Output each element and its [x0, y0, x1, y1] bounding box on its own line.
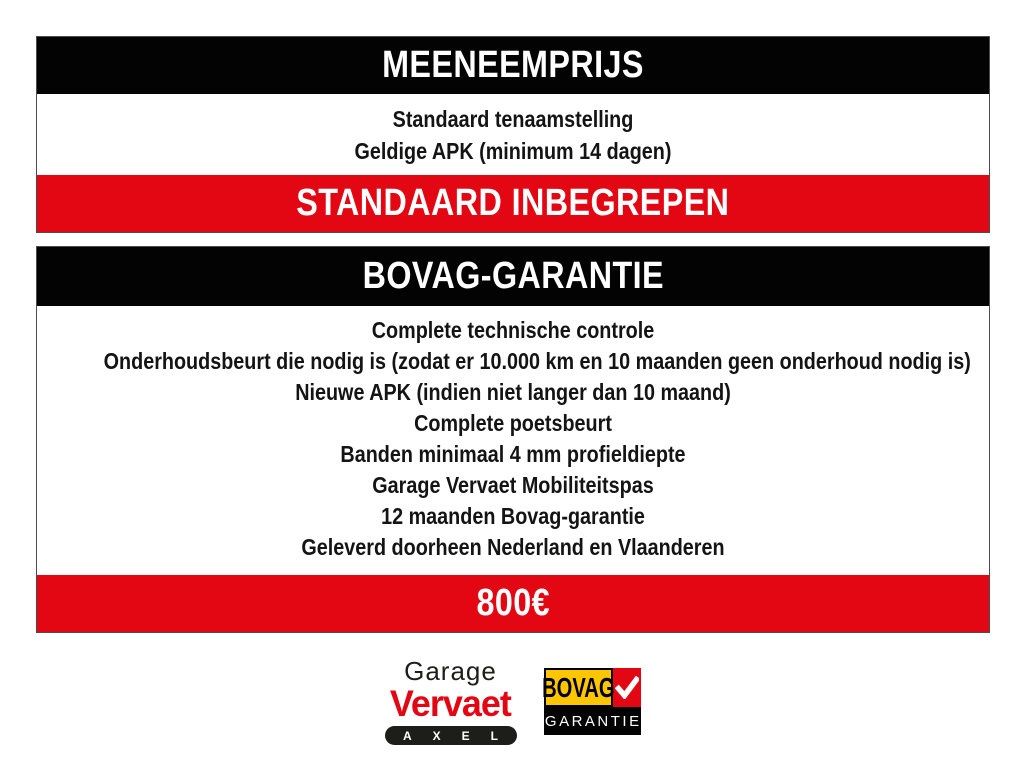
included-item-apk: Geldige APK (minimum 14 dagen)	[354, 138, 672, 164]
bovag-logo-red-block	[613, 668, 641, 707]
warranty-item-mobiliteitspas: Garage Vervaet Mobiliteitspas	[372, 472, 654, 498]
warranty-item-technische-controle: Complete technische controle	[371, 317, 655, 343]
bovag-logo-bottom	[544, 707, 641, 735]
checkmark-icon	[615, 676, 639, 699]
warranty-item-onderhoudsbeurt: Onderhoudsbeurt die nodig is (zodat er 10.000 km en 10 maanden geen onderhoud nodig is)	[103, 348, 971, 374]
meeneemprijs-header-bar	[37, 37, 989, 94]
meeneemprijs-title: MEENEEMPRIJS	[382, 44, 644, 86]
vervaet-logo-garage-text: Garage	[404, 656, 497, 686]
bovag-logo-yellow-block	[541, 668, 615, 707]
footer-logos	[0, 658, 1024, 745]
bovag-garantie-title: BOVAG-GARANTIE	[362, 255, 664, 297]
garage-vervaet-logo	[384, 658, 518, 745]
warranty-item-nieuwe-apk: Nieuwe APK (indien niet langer dan 10 maand)	[295, 379, 731, 405]
vervaet-logo-axel-label: AXEL	[402, 728, 519, 743]
meeneemprijs-section	[36, 36, 990, 233]
standaard-inbegrepen-banner	[37, 175, 989, 232]
bovag-garantie-logo	[541, 668, 642, 735]
standaard-inbegrepen-label: STANDAARD INBEGREPEN	[296, 182, 730, 224]
bovag-logo-garantie-text: GARANTIE	[544, 712, 642, 730]
bovag-garantie-header-bar	[37, 247, 989, 306]
bovag-garantie-body	[37, 306, 989, 575]
warranty-item-geleverd: Geleverd doorheen Nederland en Vlaanderen	[301, 534, 725, 560]
bovag-logo-brand-text: BOVAG	[541, 671, 615, 703]
vervaet-logo-axel-badge	[385, 726, 517, 745]
meeneemprijs-body	[37, 94, 989, 175]
warranty-item-banden: Banden minimaal 4 mm profieldiepte	[340, 441, 686, 467]
warranty-item-bovag-garantie: 12 maanden Bovag-garantie	[381, 503, 645, 529]
bovag-logo-top	[541, 668, 641, 707]
included-item-tenaamstelling: Standaard tenaamstelling	[392, 106, 634, 132]
vervaet-logo-name-text: Vervaet	[390, 683, 511, 725]
bovag-garantie-section	[36, 246, 990, 633]
price-banner	[37, 575, 989, 632]
price-label: 800€	[476, 582, 550, 624]
warranty-item-poetsbeurt: Complete poetsbeurt	[414, 410, 612, 436]
